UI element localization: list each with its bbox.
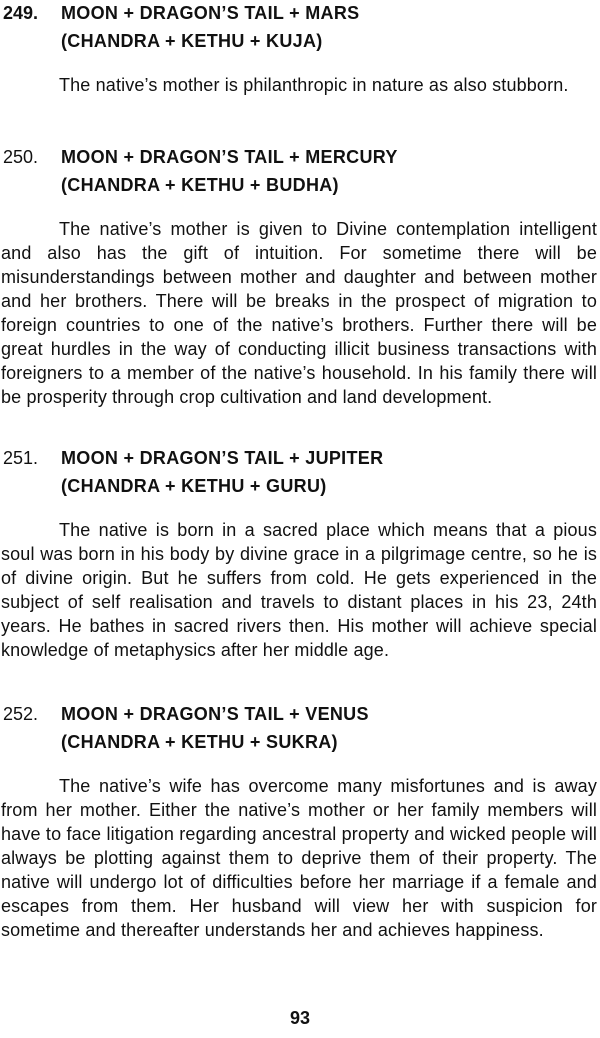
- section-title: MOON + DRAGON’S TAIL + VENUS: [61, 704, 369, 724]
- section-title: MOON + DRAGON’S TAIL + MARS: [61, 3, 360, 23]
- section-body: The native is born in a sacred place which means that a pious soul was born in his body by divine grace in a pilgrimage centre, so he is of divine origin. But he suffers from cold. He gets experienced in the subject of self realisation and travels to distant places in his 23, 24th years. He bathes in sacred rivers then. His mother will achieve special knowledge of metaphysics after her middle age.: [1, 520, 597, 660]
- section-252: [0, 702, 600, 942]
- section-number: 252.: [3, 704, 39, 724]
- section-subtitle: (CHANDRA + KETHU + GURU): [61, 476, 327, 496]
- section-number: 249.: [3, 3, 39, 23]
- section-number: 251.: [3, 448, 39, 468]
- section-251: [0, 446, 600, 662]
- section-heading: [0, 446, 600, 502]
- page-number: 93: [289, 1008, 311, 1028]
- section-number: 250.: [3, 147, 39, 167]
- section-title: MOON + DRAGON’S TAIL + JUPITER: [61, 448, 384, 468]
- section-title: MOON + DRAGON’S TAIL + MERCURY: [61, 147, 398, 167]
- section-body: The native’s wife has overcome many misfortunes and is away from her mother. Either the native’s mother or her family members will have to face litigation regarding ancestral property and wicked people will always be plotting against them to deprive them of their property. The native will undergo lot of difficulties before her marriage if a female and escapes from them. Her husband will view her with suspicion for sometime and thereafter understands her and achieves happiness.: [1, 776, 597, 940]
- section-subtitle: (CHANDRA + KETHU + KUJA): [61, 31, 323, 51]
- section-body: The native’s mother is given to Divine contemplation intelligent and also has the gift of intuition. For sometime there will be misunderstandings between mother and daughter and between mother and her brothers. There will be breaks in the prospect of migration to foreign countries to one of the native’s brothers. Further there will be great hurdles in the way of conducting illicit business transactions with foreigners to a member of the native’s household. In his family there will be prosperity through crop cultivation and land development.: [1, 219, 597, 407]
- section-heading: [0, 1, 600, 57]
- section-heading: [0, 145, 600, 201]
- section-subtitle: (CHANDRA + KETHU + BUDHA): [61, 175, 339, 195]
- section-heading: [0, 702, 600, 758]
- section-249: [0, 1, 600, 97]
- section-body: The native’s mother is philanthropic in nature as also stubborn.: [59, 75, 569, 95]
- section-subtitle: (CHANDRA + KETHU + SUKRA): [61, 732, 338, 752]
- section-250: [0, 145, 600, 409]
